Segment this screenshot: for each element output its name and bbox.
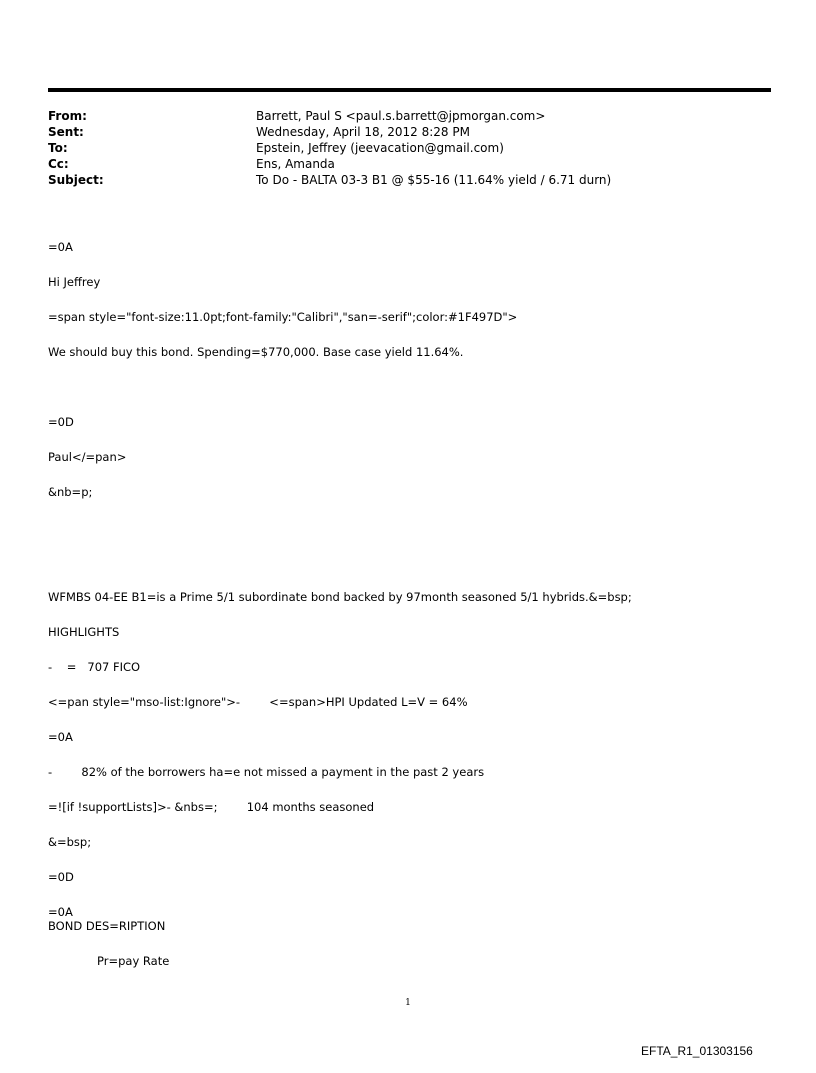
cc-value: Ens, Amanda <box>256 157 335 171</box>
cc-label: Cc: <box>48 157 69 171</box>
highlight-item: - 82% of the borrowers ha=e not missed a payment in the past 2 years <box>48 765 485 779</box>
body-line: =0A <box>48 905 73 919</box>
document-id: EFTA_R1_01303156 <box>641 1044 753 1058</box>
body-line: =0D <box>48 415 74 429</box>
from-value: Barrett, Paul S <paul.s.barrett@jpmorgan.com> <box>256 109 546 123</box>
subject-value: To Do - BALTA 03-3 B1 @ $55-16 (11.64% yield / 6.71 durn) <box>256 173 612 187</box>
body-line: =0A <box>48 730 73 744</box>
highlight-item: <=pan style="mso-list:Ignore">- <=span>HPI Updated L=V = 64% <box>48 695 468 709</box>
bond-summary: WFMBS 04-EE B1=is a Prime 5/1 subordinate bond backed by 97month seasoned 5/1 hybrids.&=bsp; <box>48 590 632 604</box>
sent-label: Sent: <box>48 125 84 139</box>
highlights-heading: HIGHLIGHTS <box>48 625 120 639</box>
body-line: &=bsp; <box>48 835 92 849</box>
body-line: =0A <box>48 240 73 254</box>
header-rule <box>48 88 771 92</box>
bond-description-heading: BOND DES=RIPTION <box>48 919 166 933</box>
body-line: =0D <box>48 870 74 884</box>
prepay-rate-label: Pr=pay Rate <box>97 954 170 968</box>
body-line: &nb=p; <box>48 485 93 499</box>
subject-label: Subject: <box>48 173 104 187</box>
sent-value: Wednesday, April 18, 2012 8:28 PM <box>256 125 470 139</box>
body-line: =span style="font-size:11.0pt;font-family:"Calibri","san=-serif";color:#1F497D"> <box>48 310 518 324</box>
to-label: To: <box>48 141 68 155</box>
page-number: 1 <box>405 998 411 1008</box>
body-line: We should buy this bond. Spending=$770,000. Base case yield 11.64%. <box>48 345 464 359</box>
signature: Paul</=pan> <box>48 450 127 464</box>
from-label: From: <box>48 109 87 123</box>
highlight-item: - = 707 FICO <box>48 660 141 674</box>
highlight-item: =![if !supportLists]>- &nbs=; 104 months seasoned <box>48 800 375 814</box>
greeting: Hi Jeffrey <box>48 275 101 289</box>
to-value: Epstein, Jeffrey (jeevacation@gmail.com) <box>256 141 504 155</box>
